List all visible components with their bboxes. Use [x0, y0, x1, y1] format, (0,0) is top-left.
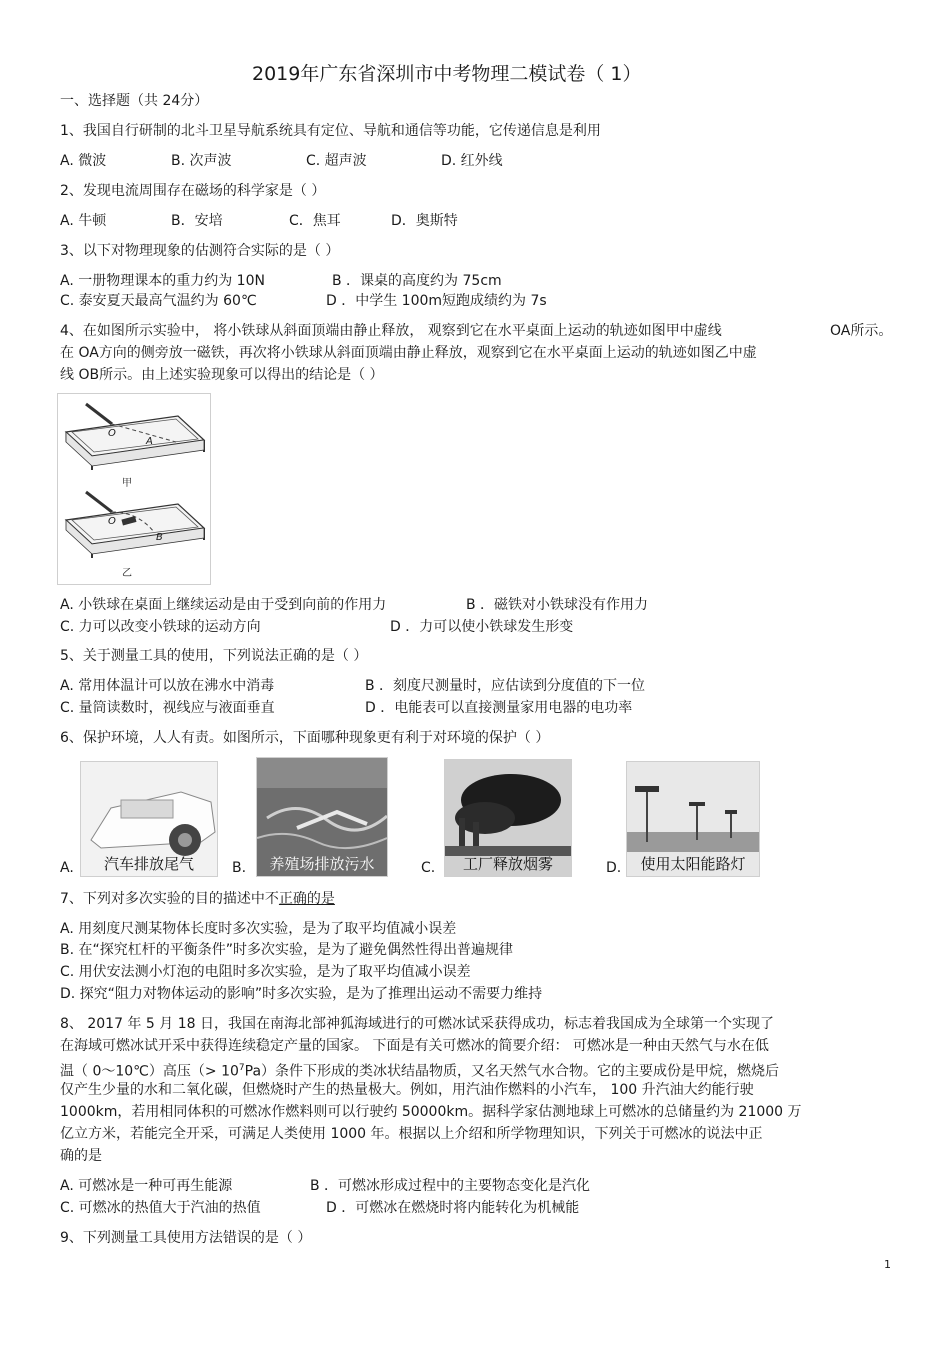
q7-option-a: A. 用刻度尺测某物体长度时多次实验，是为了取平均值减小误差: [60, 921, 457, 937]
q6-option-a-letter: A.: [60, 860, 74, 876]
question-9-stem: 9、下列测量工具使用方法错误的是（ ）: [60, 1230, 312, 1246]
question-4-line-1: 4、在如图所示实验中， 将小铁球从斜面顶端由静止释放， 观察到它在水平桌面上运动的轨迹如图甲中虚线: [60, 323, 722, 339]
question-8-line-7: 确的是: [60, 1148, 102, 1164]
q5-option-c: C. 量筒读数时，视线应与液面垂直: [60, 700, 275, 716]
q2-option-a: A. 牛顿: [60, 213, 107, 229]
question-8-line-4: 仅产生少量的水和二氧化碳，但燃烧时产生的热量极大。例如，用汽油作燃料的小汽车， 100 升汽油大约能行驶: [60, 1082, 754, 1098]
q7-stem-prefix: 7、下列对多次实验的目的描述中不: [60, 891, 279, 907]
q6-image-farm-wastewater: [256, 757, 388, 877]
question-4-line-1-end: OA所示。: [830, 323, 893, 339]
table-diagram: [58, 394, 210, 584]
q1-option-c: C. 超声波: [306, 153, 367, 169]
q7-option-b: B. 在“探究杠杆的平衡条件”时多次实验，是为了避免偶然性得出普遍规律: [60, 942, 514, 958]
q8-option-c: C. 可燃冰的热值大于汽油的热值: [60, 1200, 261, 1216]
fig-label-jia: 甲: [122, 478, 132, 489]
q8-line-3-part-1: 温（ 0～10℃）高压（> 10: [60, 1063, 239, 1080]
q4-figure: [57, 393, 211, 585]
question-7-stem: [60, 890, 335, 908]
question-4-line-3: 线 OB所示。由上述实验现象可以得出的结论是（ ）: [60, 367, 384, 383]
question-8-line-6: 亿立方米，若能完全开采，可满足人类使用 1000 年。根据以上介绍和所学物理知识，下列关于可燃冰的说法中正: [60, 1126, 763, 1142]
question-8-line-3: [60, 1059, 779, 1081]
q1-option-a: A. 微波: [60, 153, 107, 169]
q4-option-b: B ．磁铁对小铁球没有作用力: [466, 597, 649, 613]
question-4-line-2: 在 OA方向的侧旁放一磁铁，再次将小铁球从斜面顶端由静止释放，观察到它在水平桌面上运动的轨迹如图乙中虚: [60, 345, 757, 361]
question-8-line-1: 8、 2017 年 5 月 18 日，我国在南海北部神狐海域进行的可燃冰试采获得成功，标志着我国成为全球第一个实现了: [60, 1016, 774, 1032]
q4-option-d: D ．力可以使小铁球发生形变: [390, 619, 574, 635]
q2-option-d: D．奥斯特: [391, 213, 458, 229]
question-8-line-2: 在海域可燃冰试开采中获得连续稳定产量的国家。 下面是有关可燃冰的简要介绍： 可燃冰是一种由天然气与水在低: [60, 1038, 769, 1054]
q1-option-b: B. 次声波: [171, 153, 232, 169]
question-2-stem: 2、发现电流周围存在磁场的科学家是（ ）: [60, 183, 326, 199]
q1-option-d: D. 红外线: [441, 153, 503, 169]
q8-option-b: B ．可燃冰形成过程中的主要物态变化是汽化: [310, 1178, 591, 1194]
q3-option-a: A. 一册物理课本的重力约为 10N: [60, 273, 265, 289]
fig-label-b: B: [156, 532, 163, 543]
q7-option-d: D. 探究“阻力对物体运动的影响”时多次实验，是为了推理出运动不需要力维持: [60, 986, 543, 1002]
question-1-stem: 1、我国自行研制的北斗卫星导航系统具有定位、导航和通信等功能，它传递信息是利用: [60, 123, 601, 139]
q6-caption-d: 使用太阳能路灯: [640, 855, 746, 873]
q6-option-b-letter: B.: [232, 860, 247, 876]
page-number: 1: [884, 1258, 891, 1271]
q2-option-b: B．安培: [171, 213, 223, 229]
fig-label-a: A: [146, 436, 153, 447]
section-heading: 一、选择题（共 24分）: [60, 93, 209, 109]
q8-exponent: 7: [238, 1063, 245, 1073]
fig-label-o-2: O: [108, 516, 116, 527]
question-8-line-5: 1000km，若用相同体积的可燃冰作燃料则可以行驶约 50000km。据科学家估测地球上可燃冰的总储量约为 21000 万: [60, 1104, 802, 1120]
question-5-stem: 5、关于测量工具的使用，下列说法正确的是（ ）: [60, 648, 368, 664]
q6-option-c-letter: C.: [421, 860, 436, 876]
q7-stem-underlined: 正确的是: [278, 891, 335, 907]
q8-option-d: D ．可燃冰在燃烧时将内能转化为机械能: [326, 1200, 580, 1216]
q4-option-c: C. 力可以改变小铁球的运动方向: [60, 619, 261, 635]
q2-option-c: C．焦耳: [289, 213, 341, 229]
question-3-stem: 3、以下对物理现象的估测符合实际的是（ ）: [60, 243, 340, 259]
q7-option-c: C. 用伏安法测小灯泡的电阻时多次实验，是为了取平均值减小误差: [60, 964, 471, 980]
q8-option-a: A. 可燃冰是一种可再生能源: [60, 1178, 233, 1194]
q5-option-a: A. 常用体温计可以放在沸水中消毒: [60, 678, 275, 694]
q6-caption-a: 汽车排放尾气: [103, 855, 194, 873]
q6-caption-b: 养殖场排放污水: [269, 855, 375, 873]
fig-label-yi: 乙: [122, 568, 132, 579]
q6-option-d-letter: D.: [606, 860, 622, 876]
q6-image-solar-streetlight: [626, 761, 760, 877]
q8-line-3-part-2: Pa）条件下形成的类冰状结晶物质，又名天然气水合物。它的主要成份是甲烷，燃烧后: [244, 1063, 780, 1080]
q6-caption-c: 工厂释放烟雾: [462, 855, 553, 873]
q3-option-c: C. 泰安夏天最高气温约为 60℃: [60, 293, 257, 309]
q4-option-a: A. 小铁球在桌面上继续运动是由于受到向前的作用力: [60, 597, 387, 613]
q3-option-d: D ．中学生 100m短跑成绩约为 7s: [326, 293, 547, 309]
q6-image-car-exhaust: [80, 761, 218, 877]
question-6-stem: 6、保护环境，人人有责。如图所示，下面哪种现象更有利于对环境的保护（ ）: [60, 730, 550, 746]
page-title: 2019年广东省深圳市中考物理二模试卷（ 1）: [252, 63, 642, 85]
q5-option-b: B ．刻度尺测量时，应估读到分度值的下一位: [365, 678, 646, 694]
q5-option-d: D ．电能表可以直接测量家用电器的电功率: [365, 700, 633, 716]
fig-label-o-1: O: [108, 428, 116, 439]
q3-option-b: B ．课桌的高度约为 75cm: [332, 273, 502, 289]
q6-image-factory-smoke: [444, 759, 572, 877]
